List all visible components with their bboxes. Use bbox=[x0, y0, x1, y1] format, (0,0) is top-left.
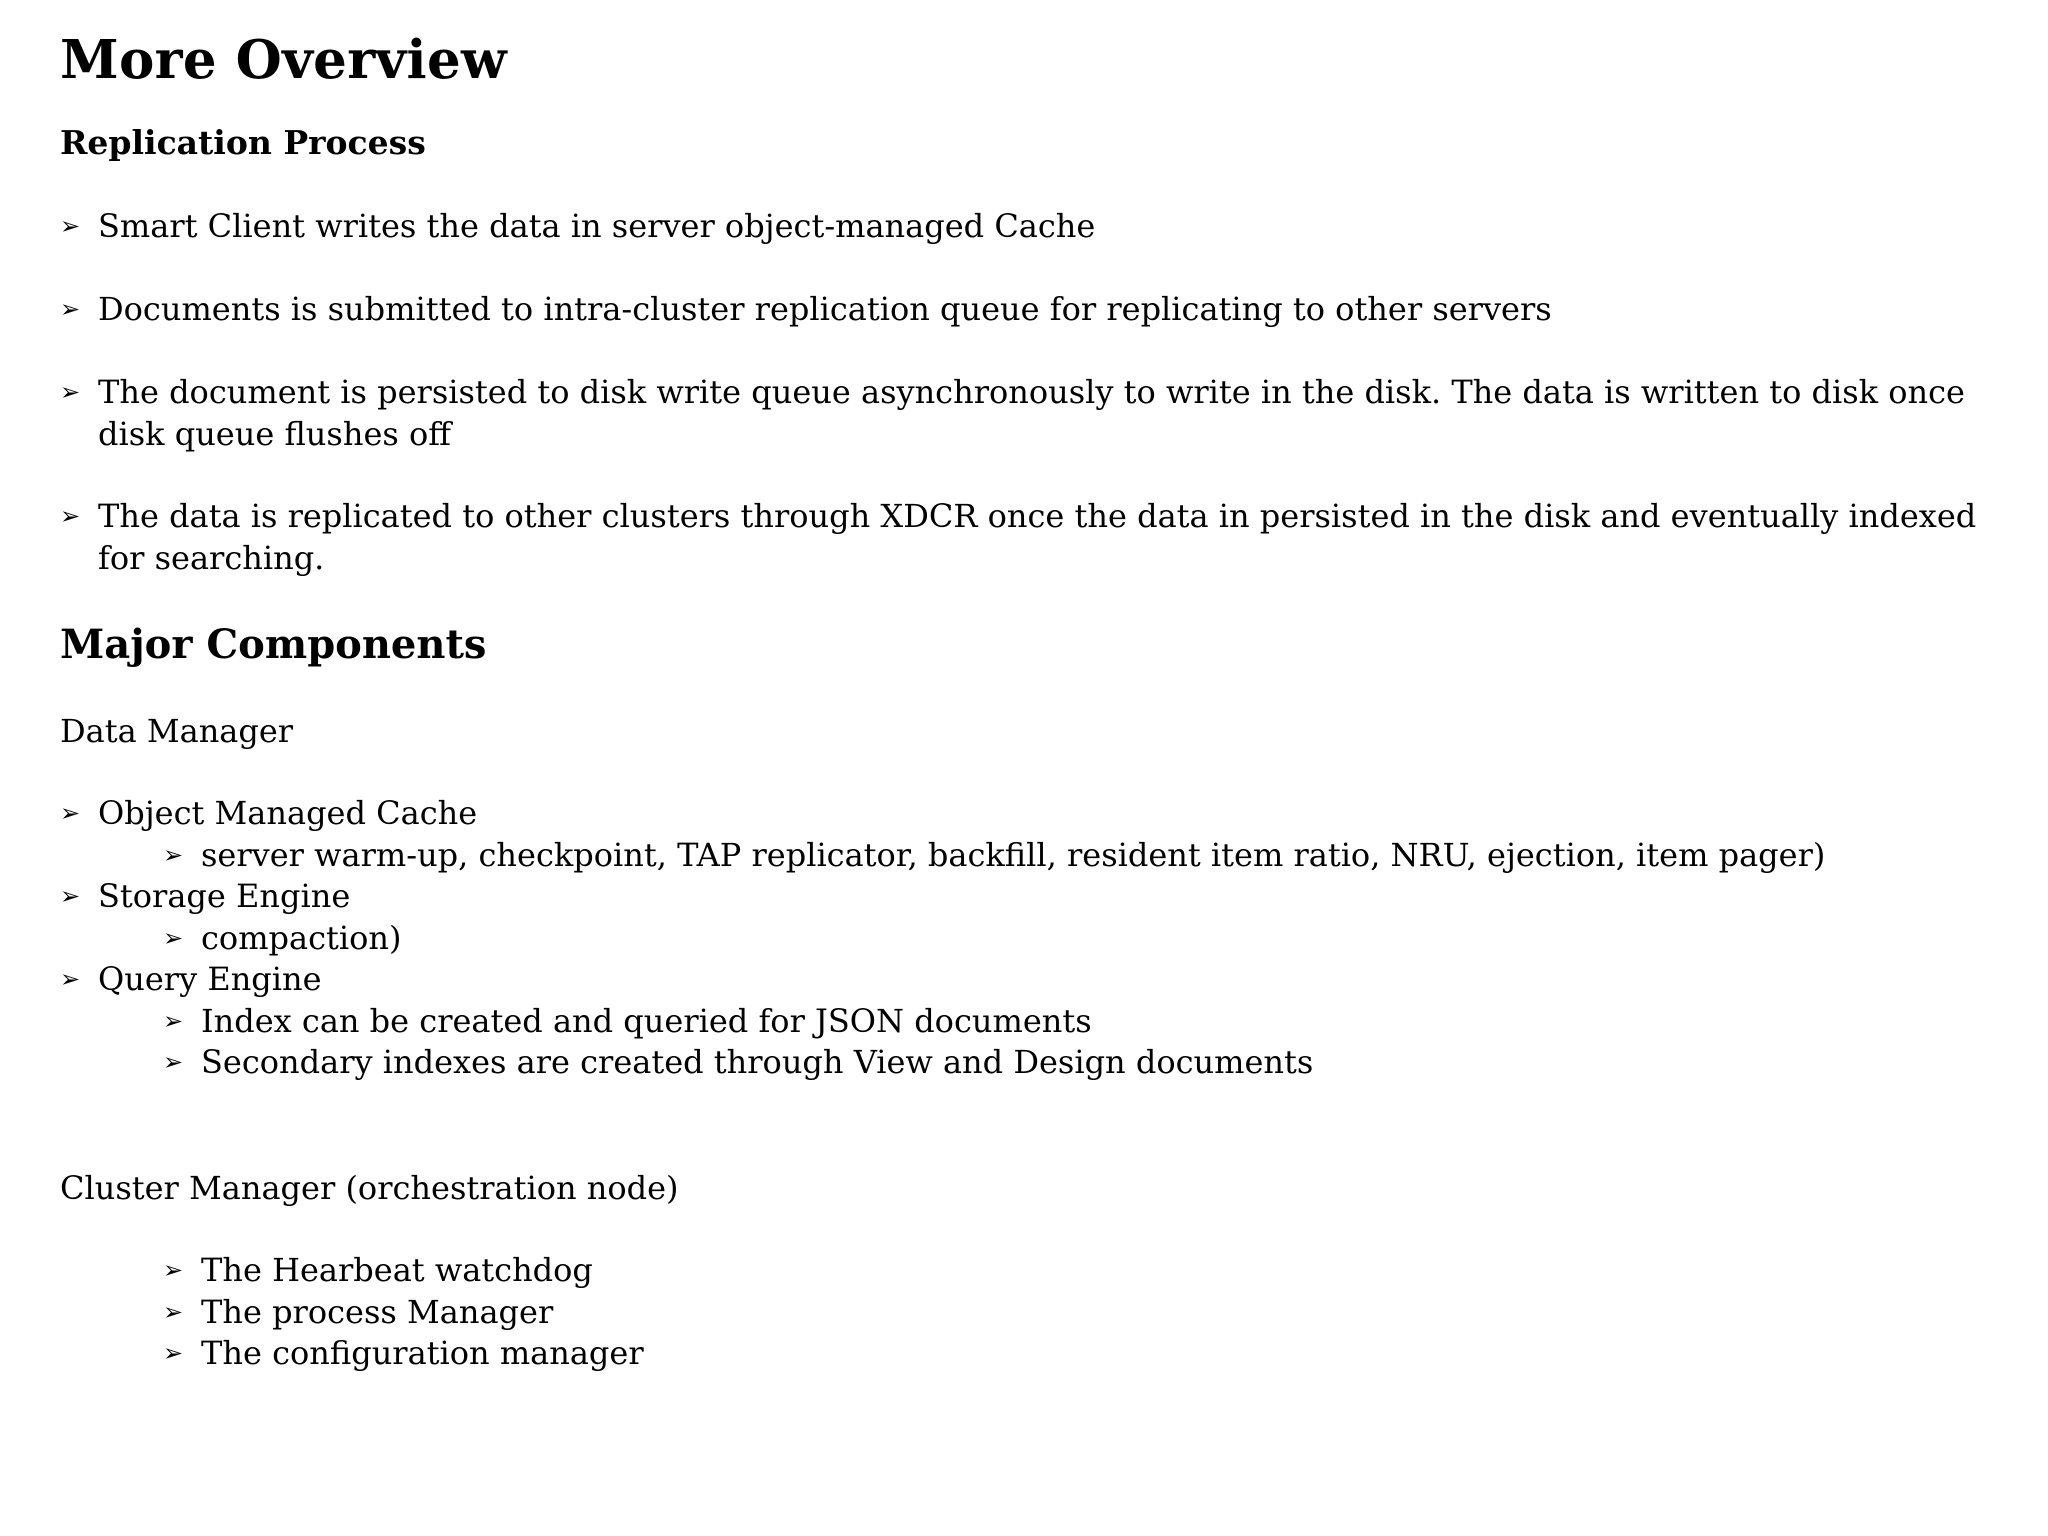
list-item: ➢ Query Engine bbox=[60, 959, 322, 1001]
arrow-bullet-icon: ➢ bbox=[60, 295, 81, 323]
data-manager-label: Data Manager bbox=[60, 712, 294, 750]
replication-bullet-4: ➢ The data is replicated to other clusters through XDCR once the data in persisted in the disk and eventually indexed for searching. bbox=[60, 497, 1977, 577]
replication-heading: Replication Process bbox=[60, 123, 426, 162]
arrow-bullet-icon: ➢ bbox=[163, 923, 184, 952]
arrow-bullet-icon: ➢ bbox=[60, 965, 81, 993]
replication-bullet-3: ➢ The document is persisted to disk write queue asynchronously to write in the disk. The data is written to disk once disk queue flushes off bbox=[60, 373, 1965, 453]
list-subitem: ➢ Secondary indexes are created through View and Design documents bbox=[163, 1042, 1313, 1084]
arrow-bullet-icon: ➢ bbox=[163, 1297, 184, 1326]
components-heading: Major Components bbox=[60, 621, 487, 668]
list-item: ➢ Object Managed Cache bbox=[60, 793, 477, 835]
arrow-bullet-icon: ➢ bbox=[163, 840, 184, 869]
list-subitem: ➢ The configuration manager bbox=[163, 1333, 644, 1375]
arrow-bullet-icon: ➢ bbox=[60, 378, 81, 406]
list-subitem: ➢ The Hearbeat watchdog bbox=[163, 1250, 593, 1292]
list-subitem: ➢ Index can be created and queried for JSON documents bbox=[163, 1001, 1092, 1043]
arrow-bullet-icon: ➢ bbox=[60, 882, 81, 910]
replication-bullet-2: ➢ Documents is submitted to intra-cluster replication queue for replicating to other servers bbox=[60, 289, 1552, 331]
list-subitem: ➢ compaction) bbox=[163, 918, 401, 960]
list-item: ➢ Storage Engine bbox=[60, 876, 350, 918]
arrow-bullet-icon: ➢ bbox=[163, 1006, 184, 1035]
page-title: More Overview bbox=[60, 29, 507, 91]
list-subitem: ➢ server warm-up, checkpoint, TAP replicator, backfill, resident item ratio, NRU, ejection, item pager) bbox=[163, 835, 1825, 877]
arrow-bullet-icon: ➢ bbox=[60, 502, 81, 530]
cluster-manager-label: Cluster Manager (orchestration node) bbox=[60, 1169, 679, 1207]
arrow-bullet-icon: ➢ bbox=[163, 1339, 184, 1367]
arrow-bullet-icon: ➢ bbox=[60, 799, 81, 827]
list-subitem: ➢ The process Manager bbox=[163, 1292, 553, 1334]
arrow-bullet-icon: ➢ bbox=[163, 1256, 184, 1284]
arrow-bullet-icon: ➢ bbox=[60, 212, 81, 240]
replication-bullet-1: ➢ Smart Client writes the data in server object-managed Cache bbox=[60, 206, 1095, 248]
arrow-bullet-icon: ➢ bbox=[163, 1048, 184, 1076]
